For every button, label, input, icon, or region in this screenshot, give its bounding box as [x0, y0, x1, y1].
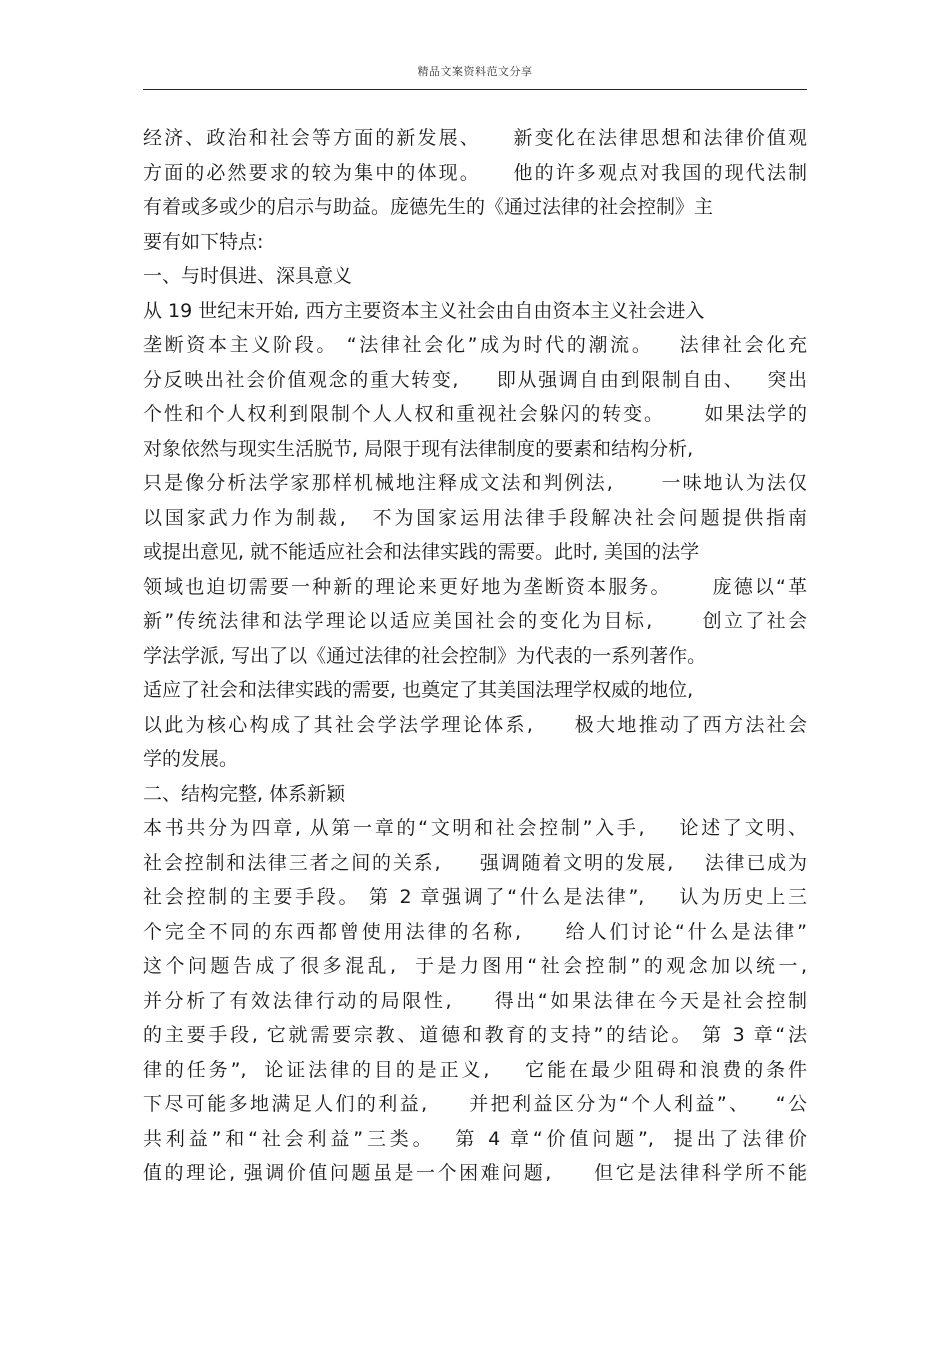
text-line: 以此为核心构成了其社会学法学理论体系, 极大地推动了西方法社会: [143, 713, 807, 736]
header-rule: [143, 89, 807, 90]
text-line: 只是像分析法学家那样机械地注释成文法和判例法, 一味地认为法仅: [143, 472, 807, 494]
text-line: 社会控制的主要手段。 第 2 章强调了“什么是法律”, 认为历史上三: [143, 886, 807, 908]
text-line: 本书共分为四章, 从第一章的“文明和社会控制”入手, 论述了文明、: [143, 817, 807, 839]
text-line: 从 19 世纪末开始, 西方主要资本主义社会由自由资本主义社会进入: [143, 299, 705, 322]
text-line: 以国家武力作为制裁, 不为国家运用法律手段解决社会问题提供指南: [143, 506, 807, 529]
text-line: 下尽可能多地满足人们的利益, 并把利益区分为“个人利益”、 “公: [143, 1093, 807, 1115]
text-line: 共利益”和“社会利益”三类。 第 4 章“价值问题”, 提出了法律价: [143, 1127, 807, 1150]
text-line: 的主要手段, 它就需要宗教、道德和教育的支持”的结论。 第 3 章“法: [143, 1024, 807, 1046]
text-line: 学的发展。: [143, 748, 239, 770]
text-line: 社会控制和法律三者之间的关系, 强调随着文明的发展, 法律已成为: [143, 851, 807, 874]
text-line: 律的任务”, 论证法律的目的是正义, 它能在最少阻碍和浪费的条件: [143, 1058, 807, 1081]
text-line: 并分析了有效法律行动的局限性, 得出“如果法律在今天是社会控制: [143, 989, 807, 1012]
document-body: [143, 121, 807, 1191]
text-line: 适应了社会和法律实践的需要, 也奠定了其美国法理学权威的地位,: [143, 679, 694, 701]
text-line: 分反映出社会价值观念的重大转变, 即从强调自由到限制自由、 突出: [143, 368, 807, 391]
text-line: 有着或多或少的启示与助益。庞德先生的《通过法律的社会控制》主: [143, 196, 714, 218]
text-line: 个完全不同的东西都曾使用法律的名称, 给人们讨论“什么是法律”: [143, 920, 807, 943]
text-line: 或提出意见, 就不能适应社会和法律实践的需要。此时, 美国的法学: [143, 541, 700, 563]
text-line: 方面的必然要求的较为集中的体现。 他的许多观点对我国的现代法制: [143, 161, 807, 184]
text-line: 新”传统法律和法学理论以适应美国社会的变化为目标, 创立了社会: [143, 610, 807, 632]
text-line: 要有如下特点:: [143, 230, 264, 253]
text-line: 二、结构完整, 体系新颖: [143, 782, 346, 805]
text-line: 一、与时俱进、深具意义: [143, 265, 353, 287]
text-line: 学法学派, 写出了以《通过法律的社会控制》为代表的一系列著作。: [143, 644, 707, 667]
text-line: 值的理论, 强调价值问题虽是一个困难问题, 但它是法律科学所不能: [143, 1162, 807, 1184]
text-line: 这个问题告成了很多混乱, 于是力图用“社会控制”的观念加以统一,: [143, 955, 807, 977]
text-line: 领域也迫切需要一种新的理论来更好地为垄断资本服务。 庞德以“革: [143, 575, 807, 598]
page-header: 精品文案资料范文分享: [417, 65, 533, 78]
text-line: 垄断资本主义阶段。 “法律社会化”成为时代的潮流。 法律社会化充: [143, 334, 807, 356]
text-line: 经济、政治和社会等方面的新发展、 新变化在法律思想和法律价值观: [143, 127, 807, 149]
text-line: 对象依然与现实生活脱节, 局限于现有法律制度的要素和结构分析,: [143, 437, 694, 460]
text-line: 个性和个人权利到限制个人人权和重视社会躲闪的转变。 如果法学的: [143, 403, 807, 425]
